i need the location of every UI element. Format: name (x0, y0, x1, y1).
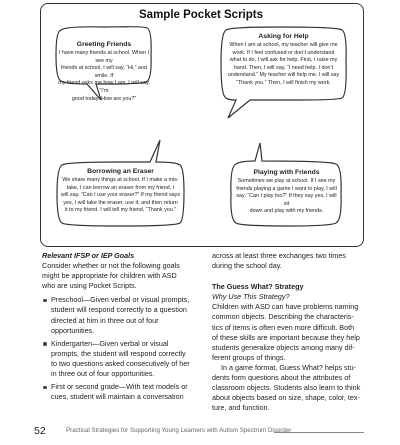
goals-list (42, 295, 202, 402)
bubble-text-greeting: Greeting Friends I have many friends at school. When I see my friends at school, I will say, “Hi,” and smile. If my friend asks me how I am, I will say, “I’m good today. How are you?” (58, 41, 150, 102)
page-number: 52 (34, 425, 46, 437)
page-footer (0, 425, 400, 439)
left-column: Relevant IFSP or IEP Goals Consider whether or not the following goals might be appropriate for children with ASD who are using Pocket Scripts. Preschool—Given verbal or visual prompts, student will respond correctly to a question directed at him in three out of four opportunities. Kindergarten—Given verbal or visual prompts, the student will respond correctly to two questions asked consecutively of her in three out of four opportunities. First or second grade—With text models or cues, student will maintain a conversation (42, 251, 202, 402)
bubble-title: Borrowing an Eraser (87, 168, 154, 175)
footer-rule (274, 432, 364, 433)
bubble-title: Asking for Help (258, 33, 309, 40)
bubble-text-asking-help: Asking for Help When I am at school, my teacher will give me work. If I feel confused or don’t understand what to do, I will ask for help. First, I raise my hand. Then, I will say, “I need help. I don’t understand.” My teacher will help me. I will say “Thank you.” Then, I will finish my work. (223, 32, 344, 88)
bubble-title: Greeting Friends (76, 41, 132, 48)
bubble-title: Playing with Friends (253, 169, 320, 176)
right-column: across at least three exchanges two times during the school day. The Guess What? Strategy Why Use This Strategy? Children with ASD can have problems naming common objects. Describing the characteris- tics of items is often even more difficult. Both of these skills are important because they help students generalize objects among many dif- ferent groups of things. In a game format, Guess What? helps stu- dents form questions about the attributes of classroom objects. Students also learn to think about objects based on size, shape, color, tex- ture, and function. (212, 251, 370, 413)
section-heading-strategy: The Guess What? Strategy (212, 282, 304, 292)
bubble-text-playing: Playing with Friends Sometimes we play at school. If I see my friends playing a game I want to play, I will say, “Can I play too?” If they say yes, I will sit down and play with my friends. (233, 168, 340, 216)
figure-title: Sample Pocket Scripts (139, 9, 263, 21)
list-item: Kindergarten—Given verbal or visual prompts, the student will respond correctly to two questions asked consecutively of her in three out of four opportunities. (42, 339, 202, 379)
section-heading-goals: Relevant IFSP or IEP Goals (42, 251, 135, 260)
list-item: First or second grade—With text models or cues, student will maintain a conversation (42, 382, 202, 402)
list-item: Preschool—Given verbal or visual prompts, student will respond correctly to a question directed at him in three out of four opportunities. (42, 295, 202, 335)
bubble-text-borrowing: Borrowing an Eraser We share many things at school. If I make a mis- take, I can borrow an eraser from my friend. I will say, “Can I use your eraser?” If my friend says yes, I will take the eraser, use it, and then return it to my friend. I will tell my friend, “Thank you.” (60, 168, 181, 214)
section-subheading-why: Why Use This Strategy? (212, 292, 290, 302)
publication-title: Practical Strategies for Supporting Young Learners with Autism Spectrum Disorder (66, 427, 292, 434)
